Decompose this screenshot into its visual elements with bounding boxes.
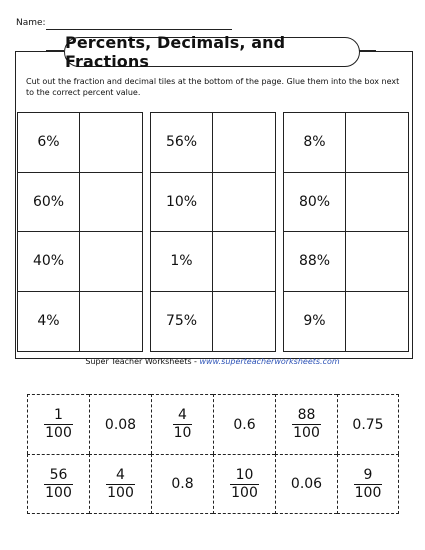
cutout-tiles	[27, 394, 399, 514]
answer-box	[80, 113, 142, 173]
title-decoration-left	[46, 50, 64, 51]
answer-box	[80, 232, 142, 292]
fraction	[44, 468, 73, 501]
fraction-denominator: 100	[293, 425, 320, 441]
title-decoration-right	[358, 50, 376, 51]
instructions: Cut out the fraction and decimal tiles at the bottom of the page. Glue them into the box next to the correct percent value.	[26, 77, 400, 97]
fraction-denominator: 10	[173, 425, 192, 441]
percent-cell: 6%	[18, 113, 80, 173]
decimal-value: 0.75	[352, 416, 384, 433]
percent-grid-1	[17, 112, 143, 352]
cutout-tile	[151, 394, 213, 454]
worksheet-title: Percents, Decimals, and Fractions	[64, 37, 360, 67]
fraction-denominator: 100	[354, 484, 382, 501]
cutout-tile	[89, 394, 151, 454]
fraction-numerator: 4	[116, 466, 125, 483]
decimal-value: 0.06	[290, 476, 323, 492]
cutout-tile	[27, 394, 89, 454]
fraction-numerator: 10	[235, 466, 254, 483]
percent-grid-3	[283, 112, 409, 352]
percent-cell: 88%	[284, 232, 346, 292]
fraction-denominator: 100	[107, 484, 134, 501]
cutout-tile	[275, 394, 337, 454]
decimal-value: 0.6	[233, 416, 256, 433]
answer-box	[346, 113, 408, 173]
cutout-tile	[275, 454, 337, 514]
name-line	[46, 29, 232, 30]
answer-box	[213, 173, 275, 233]
fraction-denominator: 100	[45, 484, 72, 501]
percent-cell: 56%	[151, 113, 213, 173]
cutout-tile	[151, 454, 213, 514]
fraction-numerator: 1	[54, 407, 63, 423]
answer-box	[346, 173, 408, 233]
answer-box	[213, 113, 275, 173]
fraction	[44, 408, 73, 441]
answer-box	[213, 292, 275, 352]
cutout-tile	[213, 454, 275, 514]
percent-cell: 9%	[284, 292, 346, 352]
fraction	[173, 408, 193, 441]
percent-cell: 4%	[18, 292, 80, 352]
percent-cell: 80%	[284, 173, 346, 233]
percent-cell: 75%	[151, 292, 213, 352]
decimal-value: 0.08	[104, 416, 137, 433]
cutout-tile	[337, 454, 399, 514]
answer-box	[80, 173, 142, 233]
answer-box	[213, 232, 275, 292]
fraction-numerator: 4	[178, 407, 187, 423]
cutout-tile	[89, 454, 151, 514]
cutout-tile	[27, 454, 89, 514]
fraction-numerator: 56	[49, 466, 68, 483]
cutout-tile	[337, 394, 399, 454]
percent-grid-2	[150, 112, 276, 352]
fraction-denominator: 100	[231, 484, 258, 501]
fraction	[106, 468, 135, 501]
percent-cell: 1%	[151, 232, 213, 292]
fraction-numerator: 88	[297, 407, 316, 423]
percent-cell: 8%	[284, 113, 346, 173]
percent-cell: 40%	[18, 232, 80, 292]
cutout-tile	[213, 394, 275, 454]
fraction	[230, 468, 259, 501]
answer-box	[346, 292, 408, 352]
name-label: Name:	[16, 18, 46, 28]
percent-cell: 10%	[151, 173, 213, 233]
footer-url[interactable]: www.superteacherworksheets.com	[199, 357, 340, 366]
footer	[0, 357, 425, 366]
percent-cell: 60%	[18, 173, 80, 233]
fraction	[292, 408, 321, 441]
footer-brand: Super Teacher Worksheets -	[85, 357, 200, 366]
fraction-denominator: 100	[45, 425, 72, 441]
fraction-numerator: 9	[363, 466, 373, 483]
fraction	[354, 468, 383, 501]
answer-box	[346, 232, 408, 292]
decimal-value: 0.8	[171, 476, 194, 492]
answer-box	[80, 292, 142, 352]
